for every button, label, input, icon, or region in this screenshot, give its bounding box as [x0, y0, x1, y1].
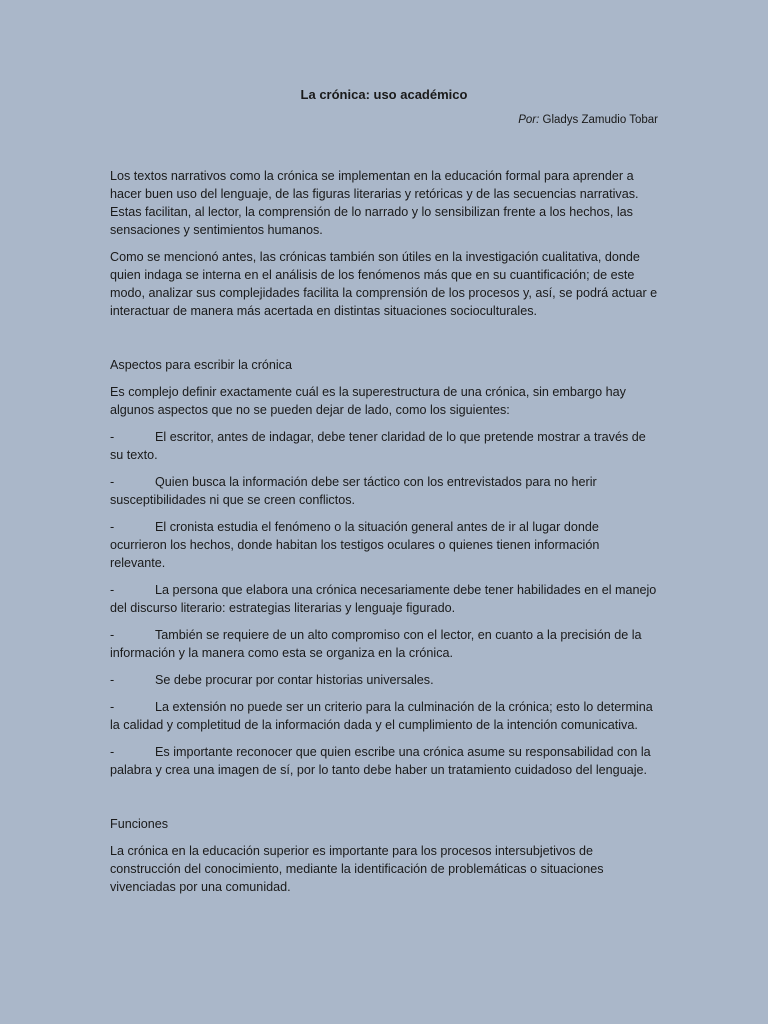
- document-title: La crónica: uso académico: [300, 87, 468, 102]
- bullet-dash: -: [110, 430, 115, 444]
- bullet-item: [110, 428, 658, 464]
- bullet-dash: -: [110, 520, 115, 534]
- intro-paragraph-1: Los textos narrativos como la crónica se implementan en la educación formal para aprender a hacer buen uso del lenguaje, de las figuras literarias y retóricas y de las secuencias narrativas. Estas facilitan, al lector, la comprensión de lo narrado y lo sensibilizan frente a los hechos, las sensaciones y sentimientos humanos.: [110, 169, 639, 237]
- bullet-text: La persona que elabora una crónica necesariamente debe tener habilidades en el manejo del discurso literario: estrategias literarias y lenguaje figurado.: [110, 583, 657, 615]
- section-lead-paragraph: Es complejo definir exactamente cuál es la superestructura de una crónica, sin embargo hay algunos aspectos que no se pueden dejar de lado, como los siguientes:: [110, 385, 626, 417]
- section-heading-aspectos: Aspectos para escribir la crónica: [110, 358, 292, 372]
- bullet-text: Se debe procurar por contar historias universales.: [155, 673, 434, 687]
- bullet-item: [110, 626, 658, 662]
- bullet-text: La extensión no puede ser un criterio para la culminación de la crónica; esto lo determina la calidad y completitud de la información dada y el cumplimiento de la intención comunicativa.: [110, 700, 653, 732]
- bullet-dash: -: [110, 583, 115, 597]
- bullet-text: También se requiere de un alto compromiso con el lector, en cuanto a la precisión de la información y la manera como esta se organiza en la crónica.: [110, 628, 642, 660]
- bullet-item: [110, 671, 658, 689]
- bullet-dash: -: [110, 700, 115, 714]
- bullet-text: Quien busca la información debe ser táctico con los entrevistados para no herir susceptibilidades ni que se creen conflictos.: [110, 475, 597, 507]
- bullet-item: [110, 581, 658, 617]
- bullet-item: [110, 743, 658, 779]
- bullet-item: [110, 518, 658, 572]
- bullet-dash: -: [110, 673, 115, 687]
- intro-paragraph-2: Como se mencionó antes, las crónicas también son útiles en la investigación cualitativa, donde quien indaga se interna en el análisis de los fenómenos más que en su cuantificación; de este modo, analizar sus complejidades facilita la comprensión de los procesos y, así, se podrá actuar e interactuar de manera más acertada en distintas situaciones socioculturales.: [110, 250, 658, 318]
- bullet-item: [110, 698, 658, 734]
- bullet-dash: -: [110, 628, 115, 642]
- bullet-text: Es importante reconocer que quien escribe una crónica asume su responsabilidad con la palabra y crea una imagen de sí, por lo tanto debe haber un tratamiento cuidadoso del lenguaje.: [110, 745, 651, 777]
- author-name: Gladys Zamudio Tobar: [542, 114, 658, 126]
- bullet-text: El cronista estudia el fenómeno o la situación general antes de ir al lugar donde ocurrieron los hechos, donde habitan los testigos oculares o quienes tienen información relevante.: [110, 520, 600, 570]
- author-line: [518, 114, 658, 126]
- bullet-text: El escritor, antes de indagar, debe tener claridad de lo que pretende mostrar a través de su texto.: [110, 430, 646, 462]
- bullet-dash: -: [110, 475, 115, 489]
- bullet-item: [110, 473, 658, 509]
- bullet-dash: -: [110, 745, 115, 759]
- document-body: [110, 167, 658, 905]
- funciones-paragraph: La crónica en la educación superior es importante para los procesos intersubjetivos de construcción del conocimiento, mediante la identificación de problemáticas o situaciones vivenciadas por una comunidad.: [110, 844, 604, 894]
- author-prefix: Por:: [518, 114, 540, 126]
- section-heading-funciones: Funciones: [110, 817, 169, 831]
